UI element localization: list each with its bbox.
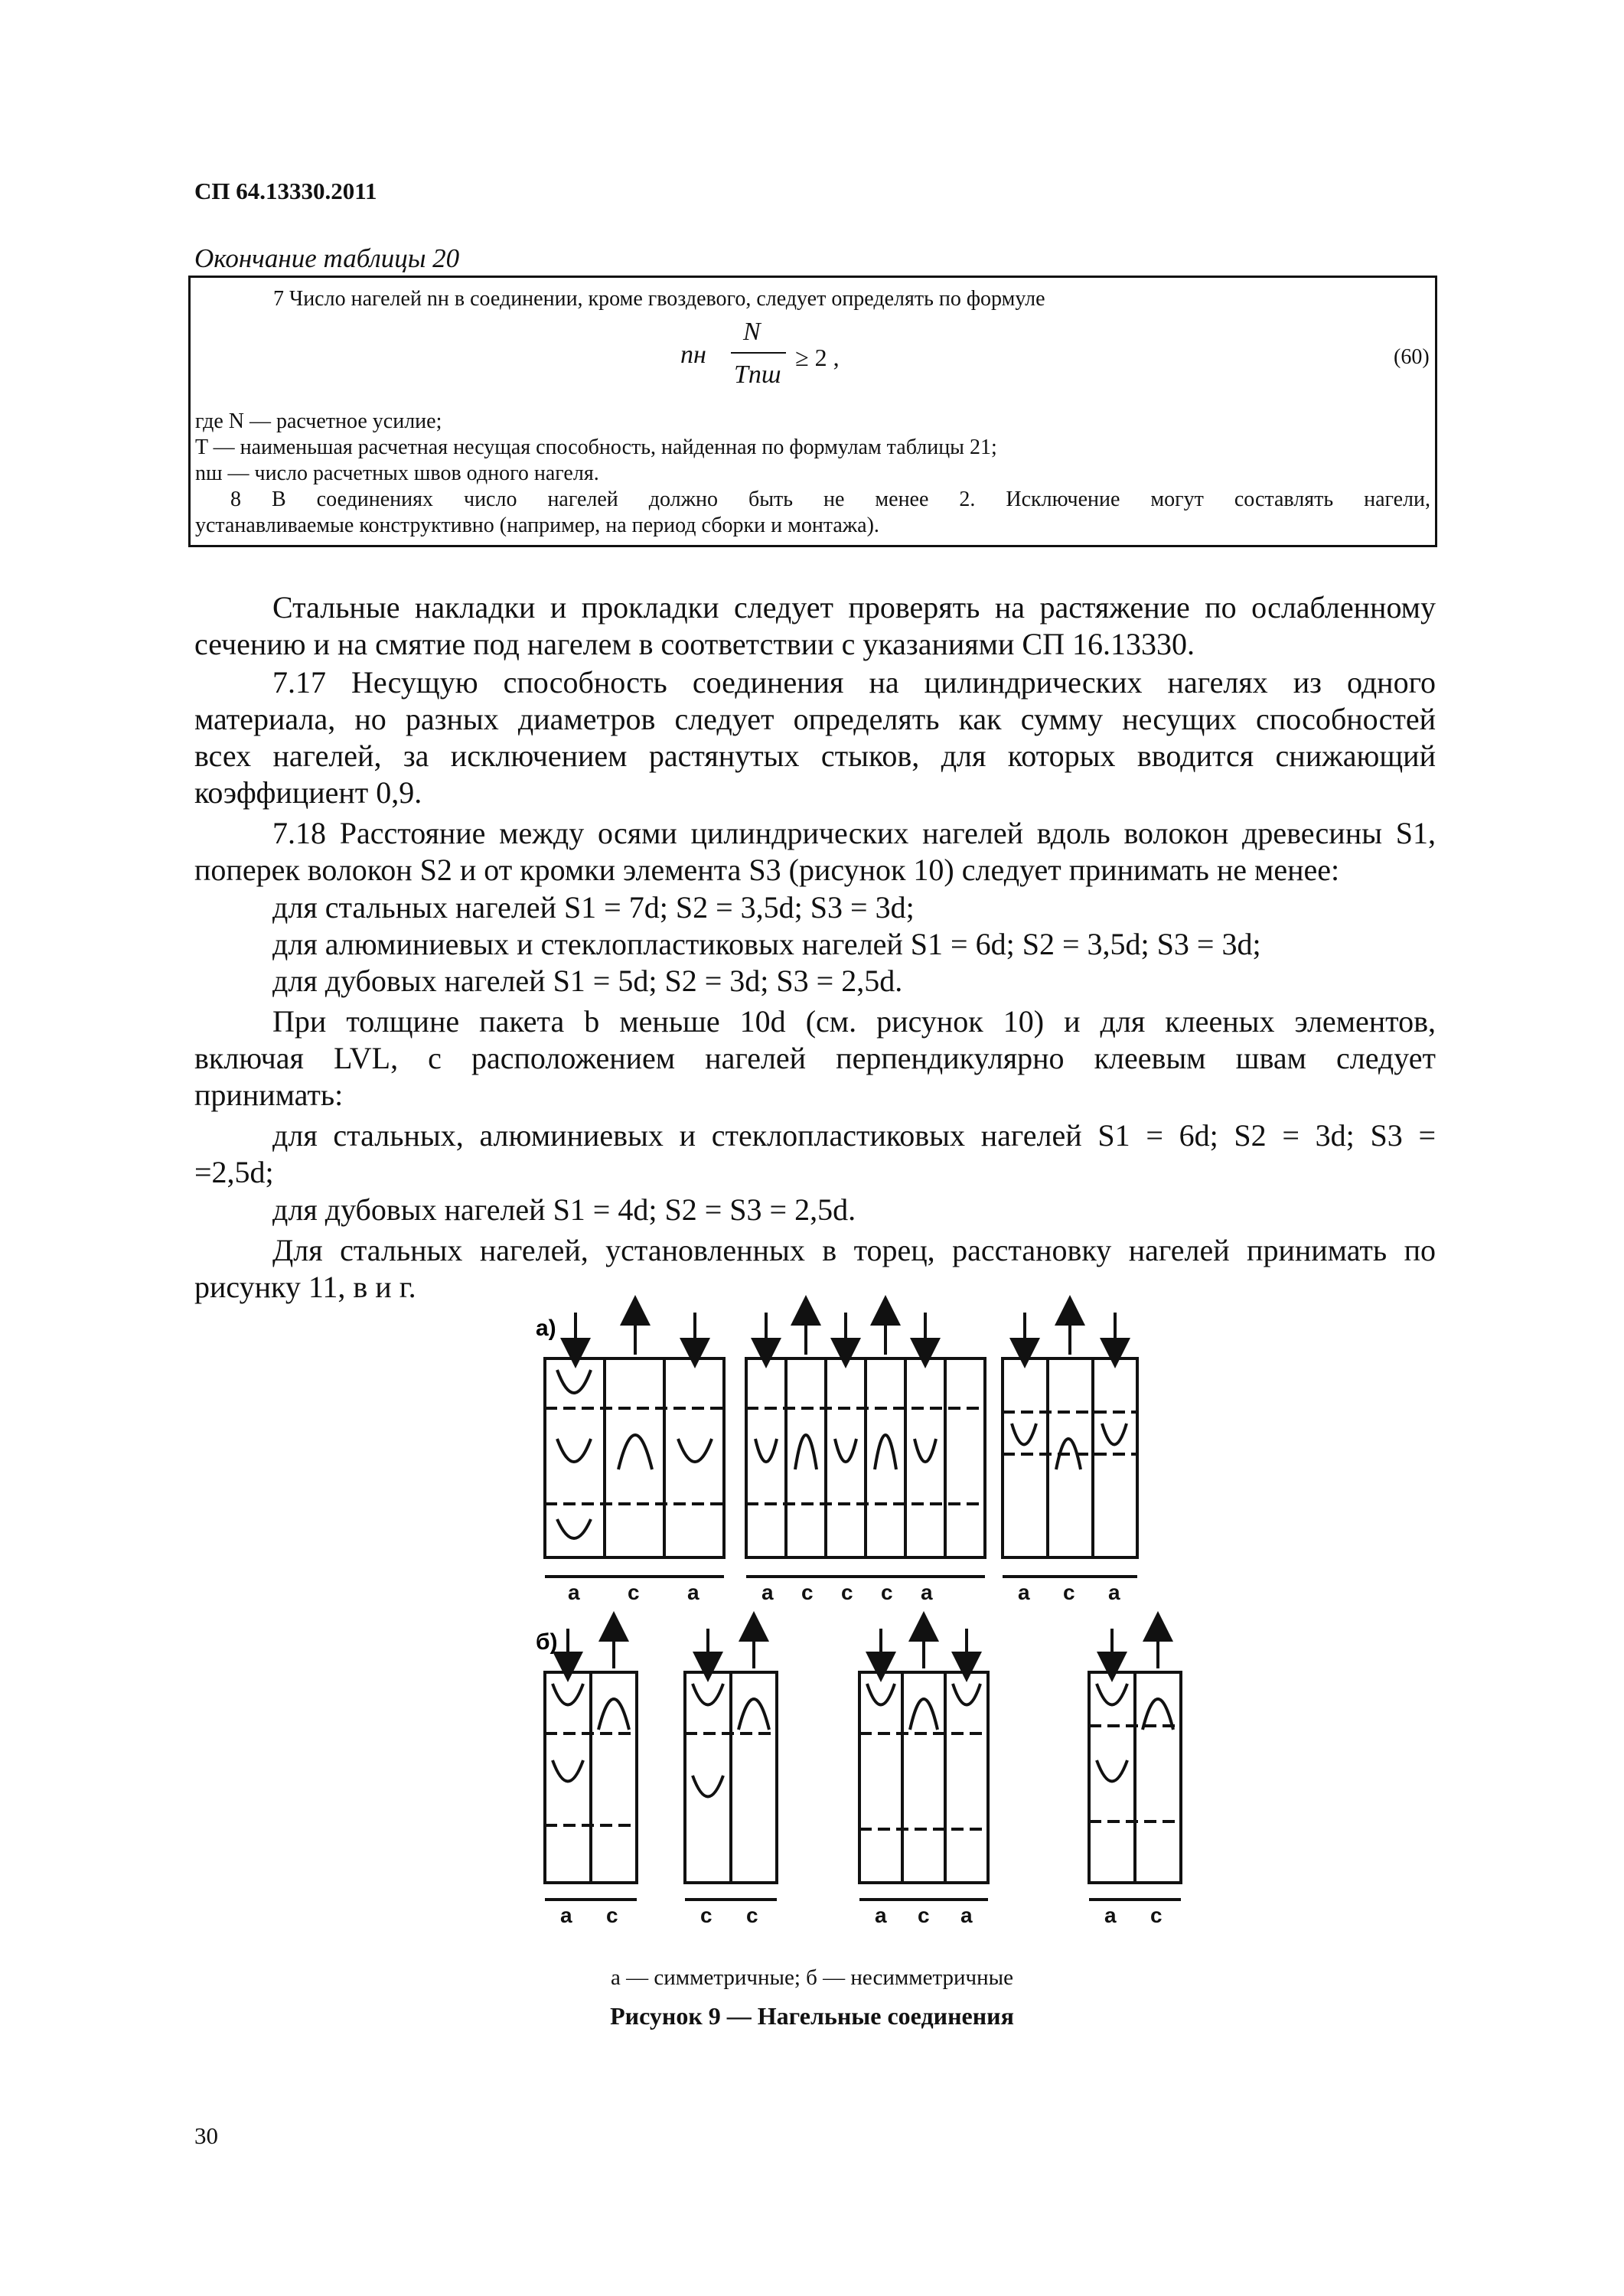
joint-a1 (545, 1310, 724, 1577)
document-code: СП 64.13330.2011 (194, 178, 377, 204)
formula-denominator: Tnш (734, 360, 781, 389)
dim-c: с (841, 1580, 853, 1604)
dim-a: а (568, 1580, 580, 1604)
dim-c: с (881, 1580, 893, 1604)
dim-c: с (1150, 1903, 1163, 1927)
where-nsh: nш — число расчетных швов одного нагеля. (195, 461, 599, 485)
table-note-7: 7 Число нагелей nн в соединении, кроме гвоздевого, следует определять по формуле (273, 287, 1045, 311)
joint-b3 (859, 1626, 988, 1900)
paragraph-3-line2: поперек волокон S2 и от кромки элемента S3 (рисунок 10) следует принимать не менее: (194, 853, 1340, 887)
dim-a: а (960, 1903, 973, 1927)
paragraph-2-line2: материала, но разных диаметров следует определять как сумму несущих способностей (194, 702, 1436, 736)
dim-c: с (1063, 1580, 1075, 1604)
table-note-8-line2: устанавливаемые конструктивно (например, на период сборки и монтажа). (195, 514, 879, 537)
paragraph-2-line3: всех нагелей, за исключением растянутых стыков, для которых вводится снижающий (194, 739, 1436, 773)
paragraph-3-line3: для стальных нагелей S1 = 7d; S2 = 3,5d; S3 = 3d; (272, 890, 915, 925)
dim-a: а (560, 1903, 572, 1927)
dim-c: с (700, 1903, 713, 1927)
paragraph-4-line3: принимать: (194, 1078, 344, 1112)
dim-a: а (1018, 1580, 1030, 1604)
table-note-8-line1: 8 В соединениях число нагелей должно быть не менее 2. Исключение могут составлять нагели, (230, 488, 1430, 511)
joint-a3 (1003, 1310, 1137, 1577)
figure-subcaption: а — симметричные; б — несимметричные (611, 1965, 1013, 1990)
dim-a: а (687, 1580, 699, 1604)
paragraph-2-line4: коэффициент 0,9. (194, 775, 422, 810)
joint-b1 (545, 1626, 637, 1900)
paragraph-4-line2: включая LVL, с расположением нагелей перпендикулярно клеевым швам следует (194, 1041, 1436, 1075)
where-n: где N — расчетное усилие; (195, 409, 442, 433)
figure-title: Рисунок 9 — Нагельные соединения (610, 2002, 1014, 2030)
paragraph-3-line1: 7.18 Расстояние между осями цилиндрических нагелей вдоль волокон древесины S1, (272, 816, 1436, 850)
where-t: T — наименьшая расчетная несущая способность, найденная по формулам таблицы 21; (195, 435, 997, 459)
paragraph-5-line1: Для стальных нагелей, установленных в торец, расстановку нагелей принимать по (272, 1233, 1436, 1267)
dim-c: с (746, 1903, 758, 1927)
dim-a: а (1108, 1580, 1120, 1604)
dim-a: а (875, 1903, 887, 1927)
table-caption: Окончание таблицы 20 (194, 243, 460, 273)
dim-c: с (628, 1580, 640, 1604)
formula-lhs: nн (680, 341, 706, 369)
dim-c: с (801, 1580, 814, 1604)
dim-c: с (918, 1903, 930, 1927)
paragraph-1-line2: сечению и на смятие под нагелем в соответствии с указаниями СП 16.13330. (194, 627, 1195, 661)
paragraph-5-line2: рисунку 11, в и г. (194, 1270, 416, 1304)
formula-rhs: ≥ 2 , (795, 344, 840, 371)
paragraph-2-line1: 7.17 Несущую способность соединения на цилиндрических нагелях из одного (272, 665, 1436, 700)
formula-numerator: N (743, 318, 761, 346)
page-number: 30 (194, 2122, 218, 2149)
paragraph-4-line5: =2,5d; (194, 1155, 274, 1189)
dim-c: с (606, 1903, 618, 1927)
dim-a: а (761, 1580, 774, 1604)
joint-a2 (746, 1310, 985, 1577)
dim-a: а (921, 1580, 933, 1604)
joint-b2 (685, 1626, 777, 1900)
dim-a: а (1104, 1903, 1117, 1927)
paragraph-4-line1: При толщине пакета b меньше 10d (см. рисунок 10) и для клееных элементов, (272, 1004, 1436, 1039)
formula-number: (60) (1394, 345, 1430, 369)
figure-label-a: а) (536, 1316, 556, 1341)
joint-b4 (1089, 1626, 1181, 1900)
paragraph-1-line1: Стальные накладки и прокладки следует проверять на растяжение по ослабленному (272, 590, 1436, 625)
figure-label-b: б) (536, 1629, 558, 1655)
paragraph-4-line4: для стальных, алюминиевых и стеклопластиковых нагелей S1 = 6d; S2 = 3d; S3 = (272, 1118, 1436, 1153)
paragraph-3-line4: для алюминиевых и стеклопластиковых нагелей S1 = 6d; S2 = 3,5d; S3 = 3d; (272, 927, 1261, 961)
paragraph-3-line5: для дубовых нагелей S1 = 5d; S2 = 3d; S3 = 2,5d. (272, 964, 903, 998)
paragraph-4-line6: для дубовых нагелей S1 = 4d; S2 = S3 = 2,5d. (272, 1192, 856, 1227)
